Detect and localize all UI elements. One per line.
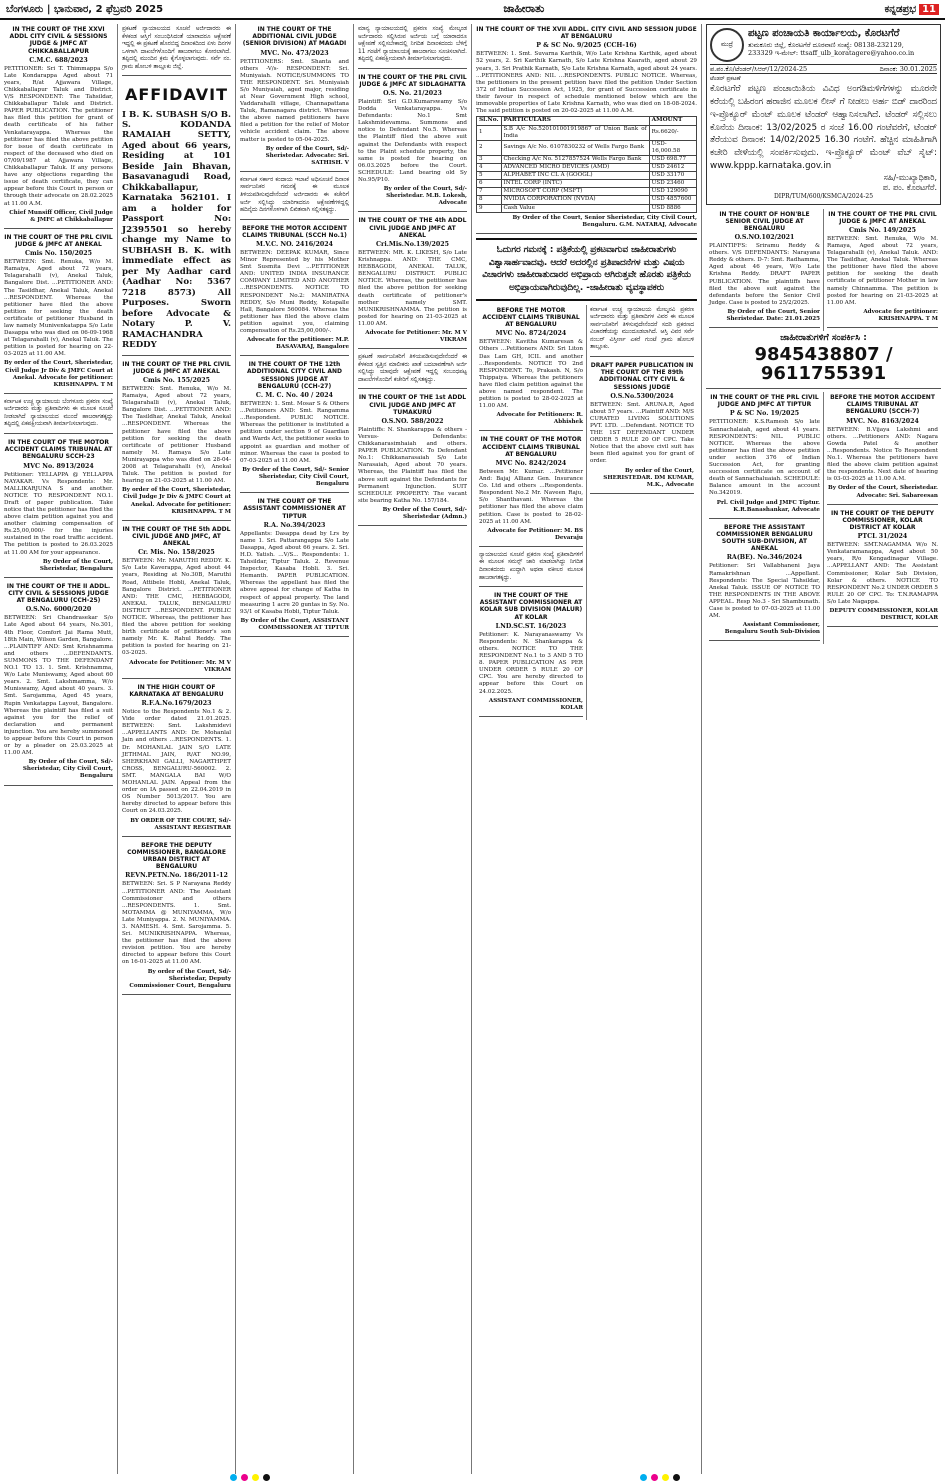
notice-case-number: O.S.NO.102/2021 [734, 234, 795, 242]
notice-signature: By Order of the Court, Senior Sheristedar, City Civil Court, Bengaluru. G.M. NATARAJ, Advocate [512, 214, 697, 228]
notice-signature: By order of the Court, SHERISTEDAR. DM KUMAR, M.K., Advocate [603, 467, 694, 488]
legal-notice [240, 223, 349, 357]
schedule-header: Sl.No. [477, 117, 502, 125]
notice-signature: By order of the Court, Sd/- Sheristedar, Deputy Commissioner Court, Bengaluru [129, 968, 231, 989]
header-masthead [885, 4, 939, 15]
notice-court: IN THE COURT OF THE MOTOR ACCIDENT CLAIMS TRIBUNAL AT BENGALURU SCCH-23 [4, 438, 113, 461]
tender-notice [706, 24, 941, 205]
notice-case-number: LND.SC.ST. 16/2023 [495, 622, 567, 630]
notice-body: PETITIONER: Sri T. Thimmappa S/o Late Kondarappa Aged about 71 years, R/at Ajjawara Village, Chikkaballapur Taluk and District. V/S RESPONDENT: The Tahsildar, Chikkaballapur Taluk and District. PAPER PUBLICATION. The petitioner has filed this petition for grant of death certificate of his father Venkatarayappa. Whereas the petitioner has filed the above petition for issue of death certificate in respect of the deceased who died on 07/09/1987 at Ajjawara Village, Chikkaballapur Taluk. If any persons have any objections regarding the issue of death certificate, they can appear before this Court in person or through their advocate on 28.02.2025 at 11.00 A.M. [4, 65, 113, 207]
notice-signature: Advocate for Petitioners: R. Abhishek [496, 412, 583, 426]
schedule-cell: MICROSOFT CORP (MSFT) [501, 188, 649, 196]
seal-label: ಮುದ್ರೆ [721, 41, 733, 49]
notice-body: Appellants: Dasappa dead by Lrs by name 1. Sri. Pattarangappa S/o Late Dasappa, Aged about 66 years. 2. Sri. H.D. Yatish. ...V/S... Respondents: 1. Tahsildar, Tiptur Taluk. 2. Revenue Inspector, Kasaba Hobli. 3. Sri. Hemanth. PAPER PUBLICATION. Whereas the appellant has filed the above appeal for change of Katha in respect of appeal property. The land measuring 1 acre 20 guntas in Sy. No. 93/1 of Kasaba Hobli, Tiptur Taluk. [240, 530, 349, 615]
schedule-row [477, 180, 697, 188]
notice-court: BEFORE THE MOTOR ACCIDENT CLAIMS TRIBUNAL AT BENGALURU [482, 306, 580, 329]
notice-body: BETWEEN: Smt. Renuka, W/o M. Ramaiya, Aged about 72 years, Telagarahalli (v), Anekal Taluk, Bangalore Dist. ...PETITIONER AND: The Tasildhar, Anekal Taluk, Anekal ...RESPONDENT. Whereas the petitioner have filed the above petition for seeking the death certificate of petitioner Husband namely M. Ramaya S/o Late Munirayappa who was died on 28-04-2008 at Telagarahalli (v), Anekal Taluk. The petition is posted for hearing on 21-03-2025 at 11.00 AM. [122, 386, 231, 485]
notice-case-number: R.A. No.394/2023 [263, 521, 326, 529]
advertising-contact [706, 331, 941, 389]
schedule-cell: USD 4857600 [649, 196, 696, 204]
schedule-cell: 2 [477, 140, 502, 155]
notice-body: BETWEEN: MR. K. LIKESH, S/o Late Krishnappa. AND: THE CMC, HEBBAGODI, ANEKAL TALUK, BENGALURU DISTRICT. PUBLIC NOTICE. Whereas, the petitioner has filed the above petition for seeking death certificate of petitioner's mother namely SMT. MUNIKRISHNAMMA. The petition is posted for hearing on 21-03-2025 at 11.00 AM. [358, 249, 467, 327]
legal-notice [122, 840, 231, 995]
notice-court: IN THE COURT OF THE XVII ADDL. CITY CIVIL AND SESSION JUDGE AT BENGALURU [476, 26, 697, 41]
column-6-bottom-left [706, 392, 824, 644]
legal-notice [4, 581, 113, 786]
column-5 [472, 24, 702, 1474]
tender-reference-line [710, 64, 937, 74]
legal-notice [709, 392, 820, 519]
notice-case-number: P & SC No. 9/2025 (CCH-16) [536, 42, 637, 50]
affidavit-title: AFFIDAVIT [124, 85, 229, 105]
notice-signature: By Order of the Court, ASSISTANT COMMISSIONER AT TIPTUR [240, 617, 349, 631]
schedule-cell: Rs.6620/- [649, 125, 696, 140]
legal-notice [240, 359, 349, 493]
notice-body: BETWEEN: Smt. ARUNA.R, Aged about 57 years. ...Plaintiff AND: M/S CURATED LIVING SOLUTIONS PVT. LTD. ...Defendant. NOTICE TO THE 1ST DEFENDANT UNDER ORDER 5 RULE 20 OF CPC. Take Notice that the above civil suit has been filed against you for grant of order. [590, 401, 694, 465]
schedule-row [477, 155, 697, 163]
legal-notice [709, 522, 820, 642]
kannada-notice: ಕರ್ನಾಟಕ ಸರ್ಕಾರ ಕಂದಾಯ ಇಲಾಖೆ ಅಧಿಸೂಚನೆ ದಿನಾಂಕ ಸಾರ್ವಜನಿಕರ ಗಮನಕ್ಕೆ ಈ ಮೂಲಕ ತಿಳಿಯಪಡಿಸುವುದೇನೆಂದರೆ ಅರ್ಜಿದಾರರು ಈ ಕಚೇರಿಗೆ ಅರ್ಜಿ ಸಲ್ಲಿಸಿದ್ದು ಯಾರಿಗಾದರೂ ಆಕ್ಷೇಪಣೆಗಳಿದ್ದಲ್ಲಿ ಹದಿನೈದು ದಿನಗಳೊಳಗಾಗಿ ಲಿಖಿತವಾಗಿ ಸಲ್ಲಿಸತಕ್ಕದ್ದು. [240, 175, 349, 220]
schedule-cell: 4 [477, 164, 502, 172]
schedule-row [477, 188, 697, 196]
schedule-cell: 7 [477, 188, 502, 196]
kannada-notice: ಪ್ರಕಟಣೆ ಸಾರ್ವಜನಿಕರಿಗೆ ತಿಳಿಯಪಡಿಸುವುದೇನೆಂದರೆ ಈ ಕೆಳಕಂಡ ಸ್ವತ್ತಿನ ಮಾಲೀಕರು ಖಾತೆ ಬದಲಾವಣೆಗಾಗಿ ಅರ್ಜಿ ಸಲ್ಲಿಸಿದ್ದು ಯಾವುದೇ ಆಕ್ಷೇಪಣೆ ಇದ್ದಲ್ಲಿ ಸಂಬಂಧಪಟ್ಟ ದಾಖಲೆಗಳೊಂದಿಗೆ ಕಚೇರಿಗೆ ಸಲ್ಲಿಸತಕ್ಕದ್ದು. [358, 352, 467, 389]
notice-court: IN THE COURT OF HON'BLE SENIOR CIVIL JUDGE AT BENGALURU [719, 210, 810, 232]
notice-body: BETWEEN: Smt. Renuka, W/o M. Ramaya, Aged about 72 years, Telagarahalli (v), Anekal Taluk. AND: The Tasildhar, Anekal Taluk. Whereas the petitioner have filed the above petition for seeking the death certificate of petitioner Mother in law namely Chinnamma. The petition is posted for hearing on 21-03-2025 at 11.00 AM. [827, 235, 938, 306]
notice-signature: Advocate for petitioner: KRISHNAPPA. T M [863, 308, 938, 322]
advertising-contact-title: ಜಾಹೀರಾತುಗಳಿಗೆ ಸಂಪರ್ಕಿಸಿ : [780, 333, 867, 344]
column-6-top-right [824, 209, 941, 332]
affidavit-body: I B. K. SUBASH S/O B. S. KODANDA RAMAIAH SETTY, Aged about 66 years, Residing at 101 Beside Jain Bhavan, Basavanagudi Road, Chikkaballapur, Karnataka 562101. I am a holder for Passport No: J2395501 so hereby change my Name to SUBHASH B. K. with immediate effect as per My Aadhar card (Aadhar No: 5367 7218 8573) All Purposes. Sworn before Advocate & Notary P. V. RAMACHANDRA REDDY [122, 109, 231, 351]
notice-signature: By Order of the Court, Senior Sheristedar. Date: 21.01.2025 [726, 308, 820, 322]
notice-signature: ASSISTANT COMMISSIONER, KOLAR [488, 697, 583, 711]
kannada-notice: ಮಾನ್ಯ ನ್ಯಾಯಾಲಯದಲ್ಲಿ ಪ್ರಕರಣ ಸಂಖ್ಯೆ ಮೇಲ್ಕಂಡ ಅರ್ಜಿದಾರರು ಸಲ್ಲಿಸಿರುವ ಅರ್ಜಿಯ ಬಗ್ಗೆ ಯಾರಾದರೂ ಆಕ್ಷೇಪಣೆ ಸಲ್ಲಿಸಬೇಕಾದಲ್ಲಿ ನಿಗದಿತ ದಿನಾಂಕದಂದು ಬೆಳಿಗ್ಗೆ 11 ಗಂಟೆಗೆ ನ್ಯಾಯಾಲಯಕ್ಕೆ ಹಾಜರಾಗಲು ಸೂಚಿಸಲಾಗಿದೆ. ತಪ್ಪಿದಲ್ಲಿ ಏಕಪಕ್ಷೀಯವಾಗಿ ತೀರ್ಮಾನಿಸಲಾಗುವುದು. [358, 24, 467, 69]
column-6-bottom-right [824, 392, 941, 644]
notice-case-number: Cmis No. 149/2025 [848, 226, 916, 234]
advertising-contact-numbers: 9845438807 / 9611755391 [754, 343, 893, 385]
notice-body: PLAINTIFFS: Sriramu Reddy & others. V/S DEFENDANTS: Narayana Reddy & others. D-7: Smt. Radhamma, Aged about 46 years, W/o Late Krishna Reddy. DRAFT PAPER PUBLICATION. The plaintiffs have filed the above suit against the defendants before the Senior Civil Judge. Case is posted to 25/2/2025. [709, 243, 820, 306]
schedule-row [477, 204, 697, 212]
schedule-row [477, 125, 697, 140]
schedule-cell: USD-16,000.58 [649, 140, 696, 155]
tender-email: 233329 ಇ-ಮೇಲ್: ttsaff_ulb_koratagere@yahoo.co.in [748, 48, 915, 57]
notice-court: BEFORE THE MOTOR ACCIDENT CLAIMS TRIBUNAL (SCCH No.1) [242, 224, 347, 239]
notice-case-number: R.F.A.No.1679/2023 [141, 700, 212, 708]
notice-signature: By Order of the Court, Sd/- Sheristedar (Admn.) [382, 506, 467, 520]
notice-case-number: O.S.No. 6000/2020 [25, 606, 92, 614]
legal-notice [827, 392, 938, 504]
notice-body: PETITIONER: K.S.Ramesh S/o late Sannachalaiah, aged about 41 years. RESPONDENTS: NIL. PUBLIC NOTICE. Whereas the above petitioner has filed the above petition under section 376 of Indian Succession Act, for granting succession certificate on account of death of Sannachaluaiah. SCHEDULE: Balance amount in the account No.342019. [709, 419, 820, 497]
column-2 [118, 24, 236, 1474]
notice-signature: By order of the Court, Sd/- Sheristedar. M.B. Lokesh, Advocate [383, 186, 467, 207]
legal-notice [479, 305, 583, 432]
tender-body: ಕೊರಟಗೆರೆ ಪಟ್ಟಣ ಪಂಚಾಯಿತಿಯ ವಿವಿಧ ಅಂಗಡಿಮಳಿಗೆಗಳನ್ನು ಮೂರನೇ ಕರೆಯಲ್ಲಿ ಬಹಿರಂಗ ಹರಾಜಿನ ಮೂಲಕ ಲೀಸ್ ಗೆ ನೀಡಲು ಅರ್ಹ ಬಿಡ್ ದಾರರಿಂದ ಇ-ಪ್ರೊಕ್ಯೂರ್ ಮೆಂಟ್ ಮೂಲಕ ಟೆಂಡರ್ ಆಹ್ವಾನಿಸಲಾಗಿದೆ. ಟೆಂಡರ್ ಸಲ್ಲಿಸಲು ಕೊನೆಯ ದಿನಾಂಕ: 13/02/2025 ರ ಸಂಜೆ 16.00 ಗಂಟೆವರೆಗೆ, ಟೆಂಡರ್ ತೆರೆಯುವ ದಿನಾಂಕ: 14/02/2025 16.30 ಗಂಟೆಗೆ. ಹೆಚ್ಚಿನ ಮಾಹಿತಿಗಾಗಿ ಕಚೇರಿ ವೇಳೆಯಲ್ಲಿ ಸಂಪರ್ಕಿಸುವುದು. ಇ-ಪ್ರೊಕ್ಯೂರ್ ಮೆಂಟ್ ವೆಬ್ ಸೈಟ್: www.kppp.karnataka.gov.in [710, 84, 937, 171]
tender-office: ಪಟ್ಟಣ ಪಂಚಾಯತಿ ಕಾರ್ಯಾಲಯ, ಕೊರಟಗೆರೆ [748, 28, 900, 39]
notice-body: BETWEEN: Sri. S P Narayana Reddy ...PETITIONER AND: The Assistant Commissioner and others ...RESPONDENTS. 1. Smt. MOTAMMA @ MUNIYAMMA, W/o Late Muniyappa. 2. N. MUNIYAMMA. 3. NAMESH. 4. Smt. Sarojamma. 5. Sri. MUNIKRISHNAPPA. Whereas, the petitioner has filed the above revision petition. You are hereby directed to appear before this Court on 16-01-2025 at 11.00 AM. [122, 881, 231, 966]
header-dateline: ಬೆಂಗಳೂರು | ಭಾನುವಾರ, 2 ಫೆಬ್ರವರಿ 2025 [6, 3, 164, 15]
notice-court: IN THE COURT OF THE PRL CIVIL JUDGE & JMFC AT ANEKAL [4, 233, 113, 248]
tender-code: DIPR/TUM/600/KSMCA/2024-25 [773, 192, 874, 200]
column-6-split-top [706, 209, 941, 332]
notice-signature: By Order of the Court, Sd/- Sheristedar, City Civil Court, Bengaluru [22, 759, 113, 780]
legal-notice [4, 24, 113, 229]
notice-court: IN THE COURT OF THE PRL CIVIL JUDGE & JMFC AT SIDLAGHATTA [358, 73, 467, 88]
notice-body: BETWEEN: 1. Smt. Mosar S & Others ...Petitioners AND: Smt. Rangamma ...Respondent. PUBLIC NOTICE. Whereas the petitioner is instituted a petition under section 9 of Guardian and Wards Act, the petitioner seeks to appoint as guardian and mother of minor. Whereas the case is posted to 07-03-2025 at 11.00 AM. [240, 401, 349, 464]
tender-signature-place: ಪ. ಪಂ. ಕೊರಟಗೆರೆ. [882, 182, 937, 192]
notice-case-number: Cmis No. 150/2025 [24, 250, 92, 258]
notice-signature: By order of the Court, Sd/- Sheristedar. Advocate: Sri. SATHISH. V [265, 145, 349, 166]
notice-signature: By Order of the Court, Sheristedar, Bengaluru [39, 558, 113, 572]
registration-marks-right [640, 1474, 680, 1481]
notice-body: Plaintiffs: N. Shankarappa & others -Versus- Defendants: Chikkanarasimhaiah and others. PAPER PUBLICATION. To Defendant No.1: Chikkanarasaiah S/o Late Narasaiah, Aged about 70 years. Whereas, the Plaintiff has filed the above suit against the Defendants for Permanent Injunction. SUIT SCHEDULE PROPERTY: The vacant site bearing Katha No. 157/184. [358, 426, 467, 504]
notice-signature: By Order of the Court, Sd/- Senior Sheristedar, City Civil Court, Bengaluru [242, 466, 349, 488]
masthead-name: ಕನ್ನಡಪ್ರಭ [884, 3, 917, 15]
column-3 [236, 24, 354, 1474]
schedule-cell: INTEL CORP (INTC) [501, 180, 649, 188]
column-5-left [476, 305, 587, 720]
legal-notice [240, 496, 349, 637]
notice-body: Notice to the Respondents No.1 & 2. Vide order dated 21.01.2025. BETWEEN: Smt. Lakshmidevi ...APPELLANTS AND: Dr. Mohanlal Jain and others ...RESPONDENTS. 1. Dr. MOHANLAL JAIN S/O LATE JETHMAL JAIN, R/AT NO.99, SHERKHANI GALLI, NAGARTHPET CROSS, BENGALURU-560002. 2. SMT. MANGALA BAI W/O MOHANLAL JAIN. Appeal from the order on IA passed on 22.04.2019 in OS Number 5013/2017. You are hereby directed to appear before this Court on 24.03.2025. [122, 709, 231, 815]
schedule-cell: 8 [477, 196, 502, 204]
schedule-cell: Checking A/c No. 5127857524 Wells Fargo Bank [501, 155, 649, 163]
notice-case-number: C.M.C. 688/2023 [29, 56, 88, 64]
notice-case-number: M.V.C. NO. 2416/2024 [255, 240, 334, 248]
column-1 [0, 24, 118, 1474]
notice-court: IN THE COURT OF THE 4th ADDL CIVIL JUDGE AND JMFC AT ANEKAL [358, 217, 467, 239]
notice-signature: Advocate for Petitioner: Mr. M V VIKRAM [365, 330, 467, 344]
schedule-cell: ALPHABET INC CL A (GOOGL) [501, 172, 649, 180]
notice-signature: Advocate for Petitioner: Mr. M V VIKRAM [129, 659, 231, 673]
page-header [0, 0, 945, 20]
schedule-cell: NVIDIA CORPORATION (NVDA) [501, 196, 649, 204]
notice-court: IN THE COURT OF THE DEPUTY COMMISSIONER, KOLAR DISTRICT AT KOLAR [831, 509, 934, 531]
notice-signature: By order of the Court, Sheristedar, Civil Judge Jr Div & JMFC Court at Anekal. Advocate for petitioner: KRISHNAPPA. T M [4, 360, 113, 388]
notice-case-number: MVC No. 8724/2024 [495, 330, 567, 338]
notice-case-number: O.S.NO. 588/2022 [381, 417, 444, 425]
tender-heading: ಟೆಂಡರ್ ಪ್ರಕಟಣೆ [710, 76, 741, 83]
notice-case-number: MVC. No. 473/2023 [260, 49, 329, 57]
notice-court: IN THE COURT OF THE 1st ADDL CIVIL JUDGE AND JMFC AT TUMAKURU [358, 394, 467, 416]
legal-notice [358, 215, 467, 349]
notice-case-number: RA(BE). No.346/2024 [726, 554, 803, 562]
schedule-header: PARTICULARS [501, 117, 649, 125]
legal-notice [240, 24, 349, 172]
notice-court: IN THE COURT OF THE MOTOR ACCIDENT CLAIMS TRIBUNAL AT BENGALURU [480, 436, 582, 458]
schedule-row [477, 172, 697, 180]
notice-body: BETWEEN: Sri Chandrasekar S/o Late Aged about 64 years, No.301, 4th Floor, Comfort Jai Rama Mutt, 18th Main, Wilson Garden, Bangalore. ...PLAINTIFF AND: Smt Krishnamma and others ...DEFENDANTS. SUMMONS TO THE DEFENDANT NO.1 TO 13. 1. Smt. Krishnamma, W/o Late Muniswamy, Aged about 60 years. 2. Smt. Lakshmamma, W/o Muniswamy, Aged about 40 years. 3. Smt. Sarojamma, Aged 45 years, Rupin Venkatappa Layout, Bangalore. Whereas the plaintiff has filed a suit against you for the relief of declaration and permanent injunction. You are hereby summoned to appear before this Court in person or by a pleader on 25.03.2025 at 11.00 AM. [4, 615, 114, 757]
notice-body: PETITIONERS: Smt. Shanta and others -V/s- RESPONDENT: Sri. Muniyaiah. NOTICE/SUMMONS TO THE RESPONDENT. Sri. Muniyaiah S/o Muniyaiah, aged major, residing at Near Government High school, Vaddarahalli village, Channapattana Taluk, Ramanagara district. Whereas the above named petitioners have filed a petition for the relief of Motor vehicle accident claim. The above matter is posted to 05-04-2025. [240, 58, 349, 143]
schedule-cell: 5 [477, 172, 502, 180]
legal-notice [827, 209, 938, 328]
schedule-cell: USD 698.77 [649, 155, 696, 163]
notice-court: IN THE COURT OF THE ADDITIONAL CIVIL JUDGE (SENIOR DIVISION) AT MAGADI [242, 26, 347, 48]
notice-court: IN THE COURT OF THE 5th ADDL CIVIL JUDGE AND JMFC, AT ANEKAL [122, 525, 231, 548]
kannada-notice: ಪ್ರಕಟಣೆ ನ್ಯಾಯಾಲಯದ ಸೂಚನೆ ಅರ್ಜಿದಾರರು ಈ ಕೆಳಕಂಡ ಆಸ್ತಿಗೆ ಸಂಬಂಧಿಸಿದಂತೆ ಯಾರಾದರೂ ಆಕ್ಷೇಪಣೆ ಇದ್ದಲ್ಲಿ ಈ ಪ್ರಕಟಣೆ ಹೊರಬಿದ್ದ ದಿನಾಂಕದಿಂದ ಏಳು ದಿನಗಳ ಒಳಗಾಗಿ ದಾಖಲೆಗಳೊಂದಿಗೆ ಹಾಜರಾಗಲು ಕೋರಲಾಗಿದೆ. ತಪ್ಪಿದಲ್ಲಿ ಮುಂದಿನ ಕ್ರಮ ಕೈಗೊಳ್ಳಲಾಗುವುದು. ಸರ್ವೆ ನಂ. ಗ್ರಾಮ ಹೋಬಳಿ ತಾಲ್ಲೂಕು ಜಿಲ್ಲೆ. [122, 24, 231, 76]
column-5-split [476, 305, 697, 720]
schedule-cell: USD 24612 [649, 164, 696, 172]
cyan-register-icon [640, 1474, 647, 1481]
yellow-register-icon [662, 1474, 669, 1481]
column-6-split-bottom [706, 392, 941, 644]
notice-body: BETWEEN: B.Vijaya Lakshmi and others. ...Petitioners AND: Nagara Gowda Patel & another ...Respondents. Notice To Respondent No.1. Whereas the petitioners have filed the above claim petition against the respondents. Next date of hearing is 03-03-2025 at 11.00 A.M. [827, 426, 938, 483]
registration-marks-left [230, 1474, 270, 1481]
schedule-cell: 1 [477, 125, 502, 140]
legal-notice [4, 232, 113, 394]
legal-notice [358, 72, 467, 213]
notice-court: DRAFT PAPER PUBLICATION IN THE COURT OF THE 89th ADDITIONAL CITY CIVIL & SESSIONS JUDGE [590, 361, 694, 391]
column-6-top-left [706, 209, 824, 332]
schedule-cell: USD 129090 [649, 188, 696, 196]
notice-case-number: Cri.Mis.No.139/2025 [375, 240, 450, 248]
notice-signature: By order of the Court, Sheristedar, Civil Judge Jr Div & JMFC Court at Anekal. Advocate for petitioner: KRISHNAPPA. T M [122, 487, 231, 515]
tender-reference: ಪ.ಪಂ.ಕೊ/ಟೆಂಡರ್/ಸಿಆರ್/12/2024-25 [710, 65, 808, 73]
notice-body: BETWEEN: DEEPAK KUMAR, Since Minor Represented by his Mother Smt Susmita Devi ...PETITIONER AND: UNITED INDIA INSURANCE COMPANY LIMITED AND ANOTHER ...RESPONDENTS. NOTICE TO RESPONDENT No.2: MANIRATNA REDDY, S/o Muni Reddy, Kotapalle Hall, Bangalore 560084. Whereas the petitioner has filed the above claim petition against you, claiming compensation of Rs.25,00,000/-. [240, 249, 349, 334]
notice-case-number: MVC. No. 8163/2024 [846, 417, 919, 425]
notice-court: IN THE COURT OF THE ASSISTANT COMMISSIONER AT TIPTUR [243, 498, 346, 520]
notice-court: IN THE COURT OF THE 12th ADDITIONAL CITY CIVIL AND SESSIONS JUDGE AT BENGALURU (CCH-27) [246, 361, 343, 390]
succession-notice [476, 24, 697, 234]
legal-notice [122, 682, 231, 837]
kannada-notice: ಕರ್ನಾಟಕ ಉಚ್ಚ ನ್ಯಾಯಾಲಯ ಮೇಲ್ಮನವಿ ಪ್ರಕರಣ ಅರ್ಜಿದಾರರು ಮತ್ತು ಪ್ರತಿವಾದಿಗಳ ವಿವರ ಈ ಮೂಲಕ ಸಾರ್ವಜನಿಕರಿಗೆ ತಿಳಿಸುವುದೇನೆಂದರೆ ಸದರಿ ಪ್ರಕರಣದ ವಿಚಾರಣೆಯನ್ನು ಮುಂದೂಡಲಾಗಿದೆ. ಆಸ್ತಿ ವಿವರ ಸರ್ವೆ ನಂಬರ್ ವಿಸ್ತೀರ್ಣ ಎಕರೆ ಗುಂಟೆ ಗ್ರಾಮ ಹೋಬಳಿ ತಾಲ್ಲೂಕು. [590, 305, 694, 357]
magenta-register-icon [241, 1474, 248, 1481]
notice-case-number: O.S. No. 21/2023 [383, 90, 442, 98]
government-seal-icon [710, 28, 744, 62]
notice-case-number: MVC No. 8242/2024 [495, 460, 567, 468]
tender-district: ತುಮಕೂರು ಜಿಲ್ಲೆ, ಕೊರಟಗೆರೆ ದೂರವಾಣಿ ಸಂಖ್ಯೆ: 08138-232129, [748, 40, 904, 49]
schedule-row [477, 196, 697, 204]
schedule-cell: Cash Value [501, 204, 649, 212]
notice-court: IN THE COURT OF THE XXVI ADDL CITY CIVIL & SESSIONS JUDGE & JMFC AT CHIKKABALLAPUR [9, 26, 108, 55]
schedule-row [477, 164, 697, 172]
legal-notice [590, 360, 694, 494]
notice-body: Petitioner: YELLAPPA @ YELLAPPA NAYAKAR. Vs Respondents: Mr. MALLIKARJUNA S and another. NOTICE TO RESPONDENT NO.1. Draft of paper publication. Take notice that the petitioner has filed the above claim petition against you and another claiming compensation of Rs.25,00,000/- for the injuries sustained in the road traffic accident. The petition is posted to 26.03.2025 at 11.00 AM for your appearance. [4, 471, 113, 556]
reader-advisory: ಓದುಗರ ಗಮನಕ್ಕೆ : ಪತ್ರಿಕೆಯಲ್ಲಿ ಪ್ರಕಟವಾಗುವ ಜಾಹೀರಾತುಗಳು ವಿಶ್ವಾಸಾರ್ಹವಾದವು. ಆದರೆ ಅದರಲ್ಲಿನ ಪ್ರತಿಪಾದನೆಗಳ ಮತ್ತು ವಿಷಯ ವಿಚಾರಗಳು ಜಾಹೀರಾತುದಾರರ ಅಭಿಪ್ರಾಯ ಆಗಿರುತ್ತವೇ ಹೊರತು ಪತ್ರಿಕೆಯ ಅಭಿಪ್ರಾಯವಾಗಿರುವುದಿಲ್ಲ. -ಜಾಹೀರಾತು ವ್ಯವಸ್ಥಾಪಕರು [476, 238, 697, 301]
legal-notice [709, 209, 820, 329]
legal-notice [4, 437, 113, 578]
notice-body: Petitioner: K. Narayanaswamy Vs Respondents: N. Shankarappa & others. NOTICE TO THE RESPONDENT No.1 to 3 AND 5 TO 8. PAPER PUBLICATION AS PER UNDER ORDER 5 RULE 20 OF CPC. You are hereby directed to appear before this Court on 24.02.2025. [479, 631, 583, 695]
affidavit-notice [122, 79, 231, 355]
schedule-cell: USD 33170 [649, 172, 696, 180]
notice-signature: Assistant Commissioner, Bengaluru South Sub-Division [724, 622, 820, 636]
notice-body: BETWEEN: 1. Smt. Suvarna Karthik, W/o Late Krishna Karthik, aged about 52 years, 2. Sri Karthik Karnath, S/o Late Krishna Kaarath, aged about 29 years, 3. Sri Prathik Karnath, S/o Late Krishna Karnath, aged about 24 years. ...PETITIONERS AND: NIL ...RESPONDENTS. PUBLIC NOTICE. Whereas, the petitioners in the present petition have filed the petition Under Section 372 of Indian Succession Act, 1925, for grant of Succession certificate in their favour in respect of schedule mentioned below which are the immovable properties of Late Krishna Karnath, who was died on 18-08-2024. The said petition is posted on 20-02-2025 at 11.00 A.M. [476, 51, 697, 115]
notice-court: IN THE COURT OF THE II ADDL. CITY CIVIL & SESSIONS JUDGE AT BENGALURU (CCH-25) [6, 582, 111, 605]
notice-body: Between Mr. Kumar. ...Petitioner And: Bajaj Allianz Gen. Insurance Co. Ltd and others ...Respondents. Respondent No.2 Mr. Naveen Raju, S/o Shanthavani. Whereas the petitioner has filed the above claim petition. Case is posted to 28-02-2025 at 11.00 AM. [479, 469, 583, 525]
notice-case-number: Cmis No. 155/2025 [142, 377, 210, 385]
notice-signature: Advocate for Petitioner: M. BS Devaraju [487, 527, 583, 541]
legal-notice [479, 590, 583, 717]
black-register-icon [673, 1474, 680, 1481]
schedule-table [476, 116, 697, 212]
notice-signature: Chief Munsiff Officer, Civil Judge & JMFC at Chikkaballapur [9, 209, 113, 223]
page-number: 11 [919, 4, 939, 15]
notice-signature: Prl. Civil Judge and JMFC Tiptur. K.R.Banashankar, Advocate [716, 499, 820, 513]
notice-case-number: REVN.PETN.No. 186/2011-12 [125, 872, 228, 880]
legal-notice [122, 524, 231, 679]
legal-notice [122, 359, 231, 521]
notice-signature: By Order of the Court, Sheristedar. Advocate: Sri. Sabareesan [828, 485, 938, 499]
schedule-cell: ADVANCED MICRO DEVICES (AMD) [501, 164, 649, 172]
legal-notice [358, 392, 467, 526]
notice-case-number: Cr. Mis. No. 158/2025 [138, 549, 215, 557]
yellow-register-icon [252, 1474, 259, 1481]
notice-case-number: O.S.No.5300/2024 [610, 392, 674, 400]
notice-signature: Advocate for the petitioner: M.P. BASAVARAJ, Bangalore [246, 337, 349, 351]
notice-court: IN THE COURT OF THE ASSISTANT COMMISSIONER AT KOLAR SUB DIVISION (MALUR) AT KOLAR [479, 592, 583, 621]
schedule-cell: 3 [477, 155, 502, 163]
schedule-header: AMOUNT [649, 117, 696, 125]
notice-body: Plaintiff: Sri G.D.Kumarswamy S/o Dodda Venkatarayappa. Vs Defendants: No.1 Smt Lakshmidevamma. Summons and notice to Defendant No.5. Whereas the Plaintiff filed the above suit against the Defendants with respect to the Plaint schedule property, the same is posted for hearing on 06.03.2025 before the Court. SCHEDULE: Land bearing old Sy No.95/P10. [358, 99, 467, 184]
notice-body: Petitioner: Sri Vallabhaneni Jaya Ramakrishnan ...Appellant. Respondents: The Special Tahsildar, Anekal Taluk. ISSUE OF NOTICE TO THE RESPONDENTS IN THE ABOVE APPEAL. Resp No.3 - Sri Shambunath. Case is posted to 07-03-2025 at 11.00 AM. [709, 563, 820, 620]
notice-case-number: MVC No. 8913/2024 [23, 462, 94, 470]
schedule-cell: USD 8886 [649, 204, 696, 212]
kannada-notice: ನ್ಯಾಯಾಲಯದ ಸೂಚನೆ ಪ್ರಕರಣ ಸಂಖ್ಯೆ ಪ್ರತಿವಾದಿಗಳಿಗೆ ಈ ಮೂಲಕ ಸಮನ್ಸ್ ಜಾರಿ ಮಾಡಲಾಗಿದ್ದು ನಿಗದಿತ ದಿನಾಂಕದಂದು ಖುದ್ದಾಗಿ ಅಥವಾ ವಕೀಲರ ಮೂಲಕ ಹಾಜರಾಗತಕ್ಕದ್ದು. [479, 550, 583, 587]
notice-body: BETWEEN: SMT.NAGAMMA W/o N. Venkataramanappa, Aged about 50 years, R/o Kengadinagar Village. ...APPELLANT AND: The Assistant Commissioner, Kolar Sub Division, Kolar & others. NOTICE TO RESPONDENT No.2 UNDER ORDER 5 RULE 20 OF CPC. To: T.N.RAMAPPA S/o Late Nagappa. [827, 542, 938, 605]
notice-case-number: C. M. C. No. 40 / 2024 [255, 392, 334, 400]
notice-court: IN THE HIGH COURT OF KARNATAKA AT BENGALURU [129, 683, 224, 698]
notice-court: BEFORE THE MOTOR ACCIDENT CLAIMS TRIBUNAL AT BENGALURU (SCCH-7) [830, 394, 935, 416]
schedule-cell: 9 [477, 204, 502, 212]
column-4 [354, 24, 472, 1474]
kannada-notice: ಕರ್ನಾಟಕ ಉಚ್ಚ ನ್ಯಾಯಾಲಯ ಬೆಂಗಳೂರು ಪ್ರಕರಣ ಸಂಖ್ಯೆ ಅರ್ಜಿದಾರರು ಮತ್ತು ಪ್ರತಿವಾದಿಗಳು ಈ ಮೂಲಕ ಸೂಚನೆ ನೀಡಲಾಗಿದೆ ನ್ಯಾಯಾಲಯದ ಮುಂದೆ ಹಾಜರಾಗತಕ್ಕದ್ದು ತಪ್ಪಿದಲ್ಲಿ ಏಕಪಕ್ಷೀಯವಾಗಿ ತೀರ್ಮಾನಿಸಲಾಗುವುದು. [4, 397, 113, 434]
schedule-cell: 6 [477, 180, 502, 188]
notice-court: IN THE COURT OF THE PRL CIVIL JUDGE AND JMFC AT TIPTUR [710, 394, 819, 409]
notice-body: BETWEEN: Kavitha Kumaresan & Others ...Petitioners AND: Sri Liton Das Lam GH, ICIL and another ...Respondents. NOTICE TO 2nd RESPONDENT. To, Prakash. N, S/o Thippaiya. Whereas the petitioners have filed claim petition against the above named respondent. The petition is posted to 28-02-2025 at 11.00 AM. [479, 339, 583, 410]
notice-signature: BY ORDER OF THE COURT, Sd/- ASSISTANT REGISTRAR [130, 817, 231, 831]
black-register-icon [263, 1474, 270, 1481]
header-section: ಜಾಹೀರಾತು [503, 2, 545, 15]
magenta-register-icon [651, 1474, 658, 1481]
legal-notice [479, 434, 583, 546]
cyan-register-icon [230, 1474, 237, 1481]
column-6 [702, 24, 945, 1474]
notice-court: BEFORE THE DEPUTY COMMISSIONER, BANGALORE URBAN DISTRICT AT BENGALURU [127, 841, 226, 871]
notice-court: IN THE COURT OF THE PRL CIVIL JUDGE & JMFC AT ANEKAL [828, 210, 937, 225]
notice-court: IN THE COURT OF THE PRL CIVIL JUDGE & JMFC AT ANEKAL [122, 360, 231, 375]
schedule-cell: S.B A/c No.520101001919867 of Union Bank of India [501, 125, 649, 140]
tender-signature-title: ಸಹಿ/-ಮುಖ್ಯಾಧಿಕಾರಿ, [883, 172, 937, 182]
notice-body: BETWEEN: Mr. MARUTHI REDDY. K. S/o Late Kaverappa, Aged about 44 years, Residing at No.30B, Maruthi Road, Attibele Hobli, Anekal Taluk, Bangalore District. ...PETITIONER AND: THE CMC, HEBBAGODI, ANEKAL TALUK, BENGALURU DISTRICT ...RESPONDENT. PUBLIC NOTICE. Whereas, the petitioner has filed the above petition for seeking birth certificate of petitioner's son namely Mr. K. Rahul Reddy. The petition is posted for hearing on 21-03-2025. [122, 558, 231, 657]
column-5-right [587, 305, 697, 720]
schedule-cell: USD 23460 [649, 180, 696, 188]
notice-court: BEFORE THE ASSISTANT COMMISSIONER BENGALURU SOUTH SUB-DIVISION, AT ANEKAL [716, 523, 813, 553]
schedule-row [477, 140, 697, 155]
tender-date: ದಿನಾಂಕ: 30.01.2025 [879, 65, 937, 73]
schedule-cell: Savings A/c No. 6107830232 of Wells Fargo Bank [501, 140, 649, 155]
notice-case-number: PTCL 31/2024 [857, 533, 908, 541]
notice-case-number: P & SC No. 19/2025 [729, 410, 800, 418]
legal-notice [827, 508, 938, 628]
notice-body: BETWEEN: Smt. Renuka, W/o M. Ramaiya, Aged about 72 years, Telagarahalli (v), Anekal Taluk, Bangalore Dist. ...PETITIONER AND: The Tasildhar, Anekal Taluk, Anekal ...RESPONDENT. Whereas the petitioner have filed the above petition for seeking the death certificate of petitioner Husband in law namely Munivenkatappa S/o Late Dasappa who was died on 06-09-1968 at Telagarahalli (v), Anekal Taluk. The petition is posted for hearing on 22-03-2025 at 11.00 AM. [4, 259, 113, 358]
notice-signature: DEPUTY COMMISSIONER, KOLAR DISTRICT, KOLAR [829, 607, 938, 622]
